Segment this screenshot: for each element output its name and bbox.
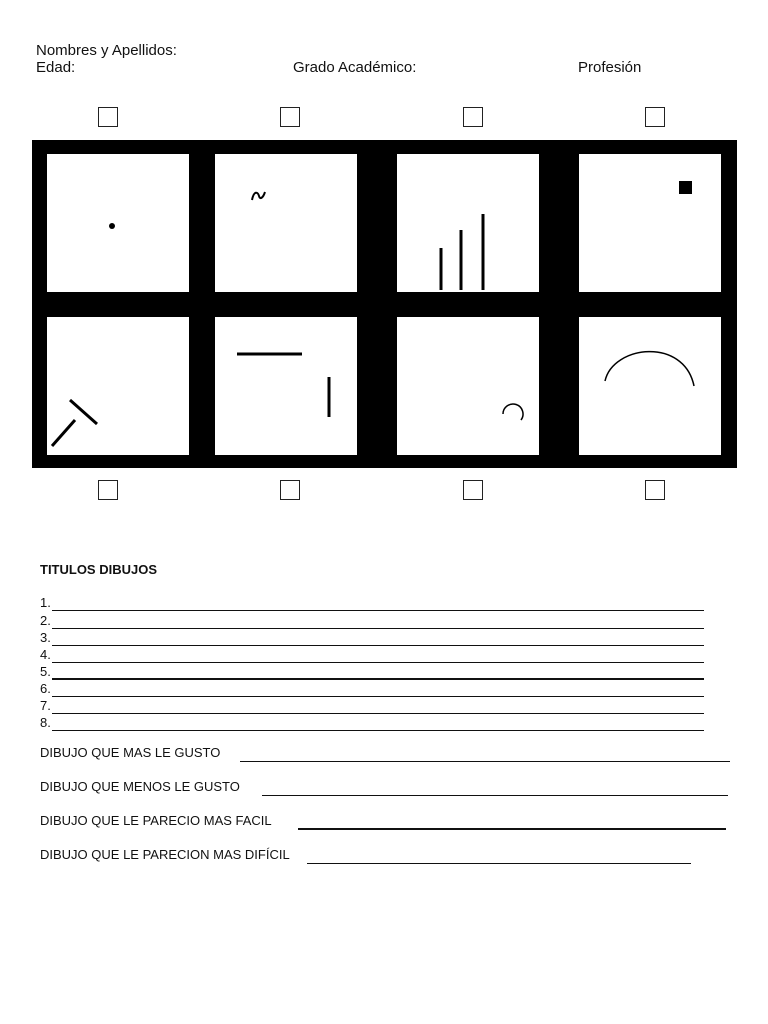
title-line-number: 6.: [40, 681, 51, 696]
drawing-panel-6[interactable]: [215, 317, 357, 455]
question-easiest[interactable]: [40, 814, 726, 830]
title-line-8[interactable]: [40, 716, 704, 731]
title-line-number: 4.: [40, 647, 51, 662]
checkbox-drawing-2[interactable]: [280, 107, 300, 127]
small-square-stimulus: [579, 154, 721, 292]
academic-degree-label: Grado Académico:: [293, 59, 417, 76]
names-label: Nombres y Apellidos:: [36, 42, 177, 59]
drawings-grid: [32, 140, 737, 468]
drawing-panel-7[interactable]: [397, 317, 539, 455]
small-arc-stimulus: [397, 317, 539, 455]
drawing-panel-3[interactable]: [397, 154, 539, 292]
title-line-number: 3.: [40, 630, 51, 645]
title-line-number: 2.: [40, 613, 51, 628]
title-line-6[interactable]: [40, 682, 704, 697]
question-hardest[interactable]: [40, 848, 691, 864]
drawing-panel-4[interactable]: [579, 154, 721, 292]
diagonal-lines-stimulus: [47, 317, 189, 455]
question-liked-most-label: DIBUJO QUE MAS LE GUSTO: [40, 745, 221, 760]
dot-stimulus: [47, 154, 189, 292]
checkbox-drawing-5[interactable]: [98, 480, 118, 500]
title-line-2[interactable]: [40, 614, 704, 629]
question-liked-least-label: DIBUJO QUE MENOS LE GUSTO: [40, 779, 240, 794]
title-line-number: 1.: [40, 595, 51, 610]
title-line-number: 5.: [40, 664, 51, 679]
drawing-panel-1[interactable]: [47, 154, 189, 292]
drawing-panel-5[interactable]: [47, 317, 189, 455]
drawing-panel-8[interactable]: [579, 317, 721, 455]
three-lines-stimulus: [397, 154, 539, 292]
drawing-panel-2[interactable]: [215, 154, 357, 292]
checkbox-drawing-8[interactable]: [645, 480, 665, 500]
title-line-4[interactable]: [40, 648, 704, 663]
question-hardest-label: DIBUJO QUE LE PARECION MAS DIFÍCIL: [40, 847, 290, 862]
title-line-number: 8.: [40, 715, 51, 730]
age-label: Edad:: [36, 59, 76, 76]
titles-heading: TITULOS DIBUJOS: [40, 562, 158, 577]
checkbox-drawing-3[interactable]: [463, 107, 483, 127]
horizontal-vertical-lines-stimulus: [215, 317, 357, 455]
checkbox-drawing-4[interactable]: [645, 107, 665, 127]
large-arc-stimulus: [579, 317, 721, 455]
title-line-3[interactable]: [40, 631, 704, 646]
wavy-line-stimulus: [215, 154, 357, 292]
title-line-7[interactable]: [40, 699, 704, 714]
title-line-1[interactable]: [40, 596, 704, 611]
checkbox-drawing-7[interactable]: [463, 480, 483, 500]
question-liked-least[interactable]: [40, 780, 728, 796]
title-line-number: 7.: [40, 698, 51, 713]
checkbox-drawing-6[interactable]: [280, 480, 300, 500]
profession-label: Profesión: [578, 59, 642, 76]
question-easiest-label: DIBUJO QUE LE PARECIO MAS FACIL: [40, 813, 272, 828]
question-liked-most[interactable]: [40, 746, 730, 762]
checkbox-drawing-1[interactable]: [98, 107, 118, 127]
title-line-5[interactable]: [40, 665, 704, 680]
